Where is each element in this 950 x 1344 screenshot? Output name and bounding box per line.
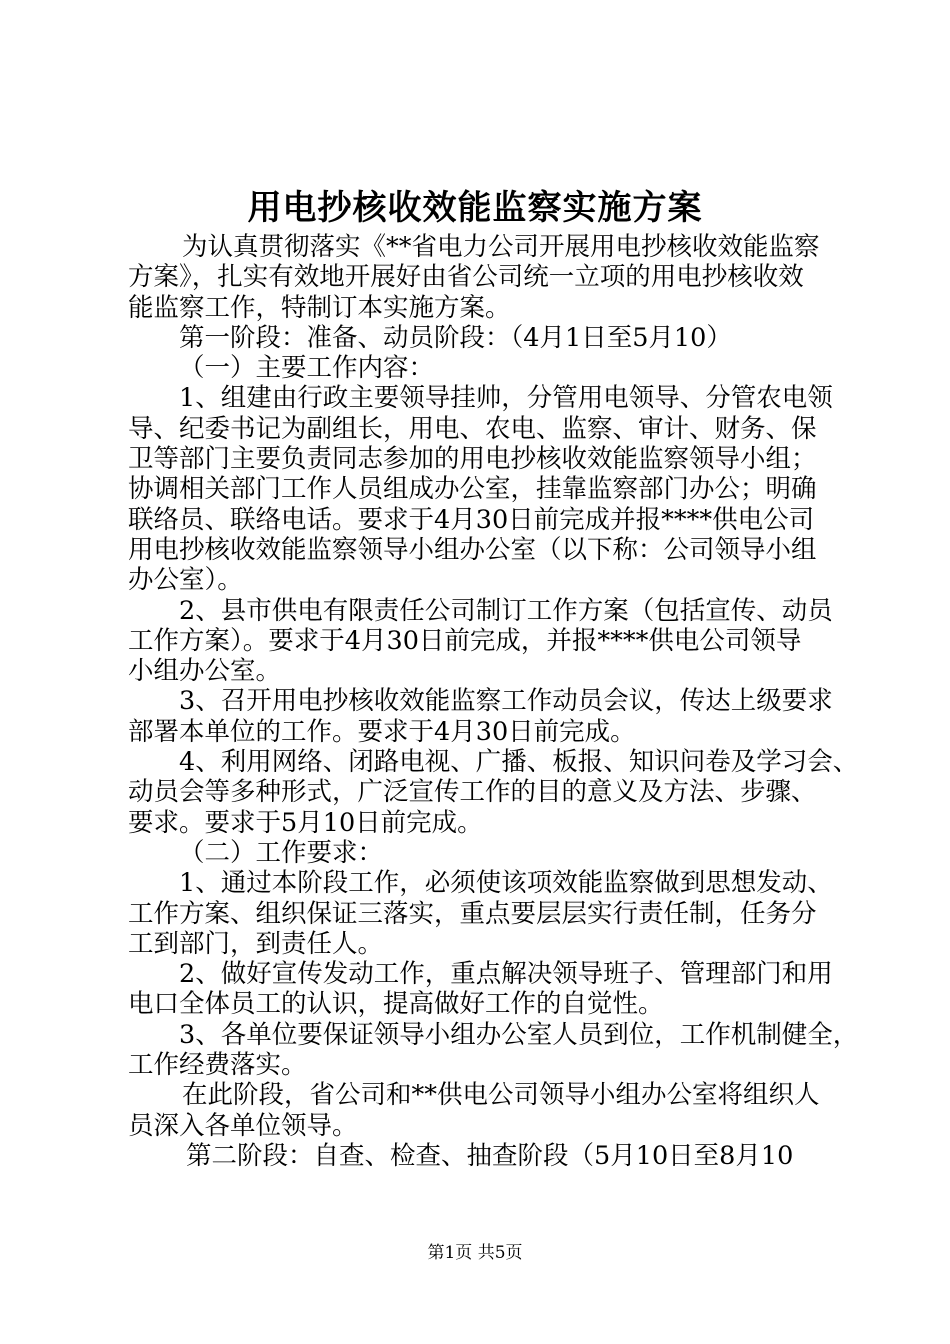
paragraph-line: 部署本单位的工作。要求于4月30日前完成。	[128, 716, 636, 747]
paragraph-line: 3、召开用电抄核收效能监察工作动员会议，传达上级要求	[179, 686, 833, 717]
page-footer: 第1页 共5页	[427, 1243, 523, 1263]
paragraph-line: 为认真贯彻落实《**省电力公司开展用电抄核收效能监察	[182, 232, 820, 262]
paragraph-line: 导、纪委书记为副组长，用电、农电、监察、审计、财务、保	[128, 413, 817, 444]
paragraph-line: 工到部门，到责任人。	[128, 928, 384, 959]
paragraph-line: 电口全体员工的认识，提高做好工作的自觉性。	[128, 989, 664, 1020]
paragraph-line: 动员会等多种形式，广泛宣传工作的目的意义及方法、步骤、	[128, 777, 817, 808]
paragraph-line: 3、各单位要保证领导小组办公室人员到位，工作机制健全，	[179, 1019, 859, 1050]
section-heading: 第一阶段：准备、动员阶段：（4月1日至5月10）	[179, 322, 732, 353]
subsection-heading: （一）主要工作内容：	[179, 353, 435, 384]
paragraph-line: 卫等部门主要负责同志参加的用电抄核收效能监察领导小组；	[128, 444, 817, 475]
paragraph-line: 员深入各单位领导。	[128, 1110, 358, 1141]
paragraph-line: 协调相关部门工作人员组成办公室，挂靠监察部门办公；明确	[128, 474, 817, 505]
paragraph-line: 工作方案）。要求于4月30日前完成，并报****供电公司领导	[128, 625, 802, 656]
document-title: 用电抄核收效能监察实施方案	[247, 188, 703, 228]
paragraph-line: 用电抄核收效能监察领导小组办公室（以下称：公司领导小组	[128, 534, 817, 565]
paragraph-line: 要求。要求于5月10日前完成。	[128, 807, 483, 838]
paragraph-line: 工作方案、组织保证三落实，重点要层层实行责任制，任务分	[128, 898, 817, 929]
document-body	[128, 232, 859, 1171]
paragraph-line: 1、组建由行政主要领导挂帅，分管用电领导、分管农电领	[179, 383, 833, 414]
paragraph-line: 1、通过本阶段工作，必须使该项效能监察做到思想发动、	[179, 868, 833, 899]
subsection-heading: （二）工作要求：	[179, 837, 384, 868]
paragraph-line: 在此阶段，省公司和**供电公司领导小组办公室将组织人	[182, 1080, 820, 1111]
paragraph-line: 2、县市供电有限责任公司制订工作方案（包括宣传、动员	[179, 595, 833, 626]
paragraph-line: 小组办公室。	[128, 656, 282, 687]
paragraph-line: 2、做好宣传发动工作，重点解决领导班子、管理部门和用	[179, 959, 833, 990]
section-heading: 第二阶段：自查、检查、抽查阶段（5月10日至8月10	[186, 1140, 794, 1171]
paragraph-line: 方案》，扎实有效地开展好由省公司统一立项的用电抄核收效	[128, 262, 804, 293]
paragraph-line: 能监察工作，特制订本实施方案。	[128, 292, 511, 323]
paragraph-line: 工作经费落实。	[128, 1050, 307, 1081]
paragraph-line: 4、利用网络、闭路电视、广播、板报、知识问卷及学习会、	[179, 747, 859, 778]
paragraph-line: 联络员、联络电话。要求于4月30日前完成并报****供电公司	[128, 504, 815, 535]
paragraph-line: 办公室）。	[128, 565, 243, 596]
